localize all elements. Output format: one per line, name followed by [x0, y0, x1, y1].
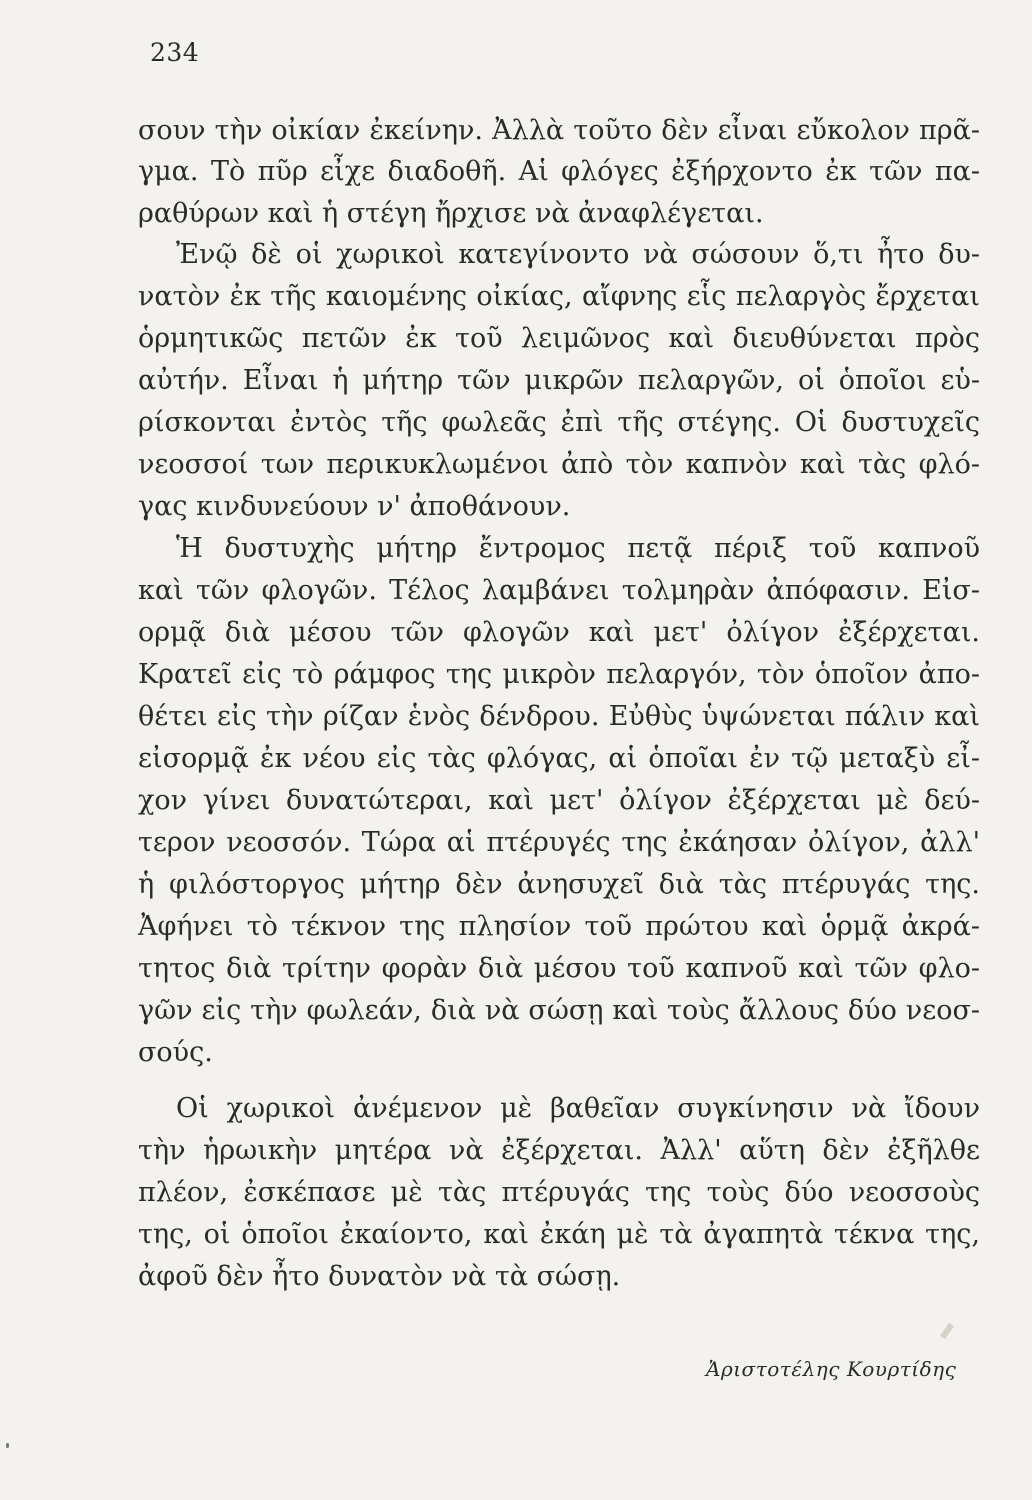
text-line: ορμᾷ διὰ μέσου τῶν φλογῶν καὶ μετ' ὀλίγον ἐξέρχεται.	[138, 617, 980, 648]
text-line: νεοσσοί των περικυκλωμένοι ἀπὸ τὸν καπνὸν καὶ τὰς φλό-	[138, 449, 980, 480]
page-number: 234	[150, 38, 200, 67]
text-line: γας κινδυνεύουν ν' ἀποθάνουν.	[138, 491, 571, 522]
text-line: ἀφοῦ δὲν ἦτο δυνατὸν νὰ τὰ σώσῃ.	[138, 1261, 621, 1292]
text-line: ὁρμητικῶς πετῶν ἐκ τοῦ λειμῶνος καὶ διευθύνεται πρὸς	[138, 323, 980, 354]
text-line: Ἀφήνει τὸ τέκνον της πλησίον τοῦ πρώτου καὶ ὁρμᾷ ἀκρά-	[138, 911, 980, 942]
text-line: Οἱ χωρικοὶ ἀνέμενον μὲ βαθεῖαν συγκίνησιν νὰ ἴδουν	[176, 1093, 980, 1124]
text-line: Ἐνῷ δὲ οἱ χωρικοὶ κατεγίνοντο νὰ σώσουν ὅ,τι ἦτο δυ-	[176, 239, 980, 270]
text-line: Κρατεῖ εἰς τὸ ράμφος της μικρὸν πελαργόν, τὸν ὁποῖον ἀπο-	[138, 659, 980, 690]
text-line: τὴν ἡρωικὴν μητέρα νὰ ἐξέρχεται. Ἀλλ' αὕτη δὲν ἐξῆλθε	[138, 1135, 980, 1166]
page-speck	[6, 1443, 9, 1448]
text-line: τητος διὰ τρίτην φορὰν διὰ μέσου τοῦ καπνοῦ καὶ τῶν φλο-	[138, 953, 980, 984]
text-line: καὶ τῶν φλογῶν. Τέλος λαμβάνει τολμηρὰν ἀπόφασιν. Εἰσ-	[138, 575, 980, 606]
text-line: ραθύρων καὶ ἡ στέγη ἤρχισε νὰ ἀναφλέγεται.	[138, 198, 764, 229]
text-line: πλέον, ἐσκέπασε μὲ τὰς πτέρυγάς της τοὺς δύο νεοσσοὺς	[138, 1177, 980, 1208]
text-line: σούς.	[138, 1037, 213, 1068]
text-line: εἰσορμᾷ ἐκ νέου εἰς τὰς φλόγας, αἱ ὁποῖαι ἐν τῷ μεταξὺ εἶ-	[138, 743, 980, 774]
text-line: θέτει εἰς τὴν ρίζαν ἑνὸς δένδρου. Εὐθὺς ὑψώνεται πάλιν καὶ	[138, 701, 980, 732]
ink-smudge	[940, 1323, 954, 1340]
text-line: γμα. Τὸ πῦρ εἶχε διαδοθῆ. Αἱ φλόγες ἐξήρχοντο ἐκ τῶν πα-	[138, 156, 980, 187]
text-line: χον γίνει δυνατώτεραι, καὶ μετ' ὀλίγον ἐξέρχεται μὲ δεύ-	[138, 785, 980, 816]
text-line: τερον νεοσσόν. Τώρα αἱ πτέρυγές της ἐκάησαν ὀλίγον, ἀλλ'	[138, 827, 980, 858]
text-line: ρίσκονται ἐντὸς τῆς φωλεᾶς ἐπὶ τῆς στέγης. Οἱ δυστυχεῖς	[138, 407, 980, 438]
text-line: αὐτήν. Εἶναι ἡ μήτηρ τῶν μικρῶν πελαργῶν, οἱ ὁποῖοι εὑ-	[138, 365, 980, 396]
author-signature: Ἀριστοτέλης Κουρτίδης	[706, 1357, 957, 1381]
text-line: νατὸν ἐκ τῆς καιομένης οἰκίας, αἴφνης εἷς πελαργὸς ἔρχεται	[138, 281, 980, 312]
text-line: της, οἱ ὁποῖοι ἐκαίοντο, καὶ ἐκάη μὲ τὰ ἀγαπητὰ τέκνα της,	[138, 1219, 980, 1250]
text-line: ἡ φιλόστοργος μήτηρ δὲν ἀνησυχεῖ διὰ τὰς πτέρυγάς της.	[138, 869, 980, 900]
text-line: σουν τὴν οἰκίαν ἐκείνην. Ἀλλὰ τοῦτο δὲν εἶναι εὔκολον πρᾶ-	[138, 115, 980, 146]
text-line: γῶν εἰς τὴν φωλεάν, διὰ νὰ σώσῃ καὶ τοὺς ἄλλους δύο νεοσ-	[138, 995, 980, 1026]
text-line: Ἡ δυστυχὴς μήτηρ ἔντρομος πετᾷ πέριξ τοῦ καπνοῦ	[176, 533, 980, 564]
